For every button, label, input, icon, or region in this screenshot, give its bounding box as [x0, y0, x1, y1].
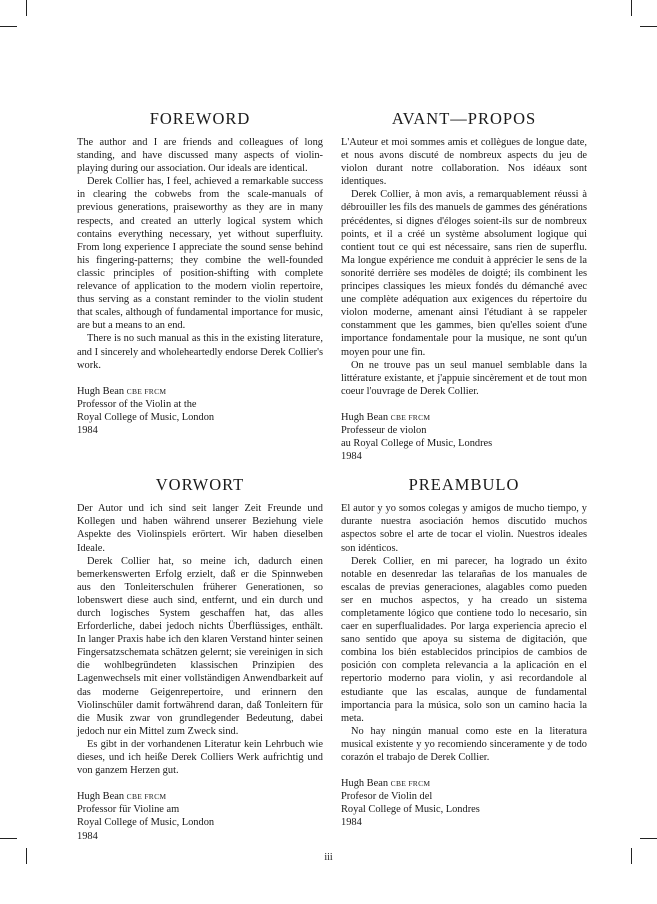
signature-line: au Royal College of Music, Londres	[341, 438, 493, 450]
signature-line: Professor of the Violin at the	[77, 398, 197, 410]
paragraph: There is no such manual as this in the existing literature, and I sincerely and wholeheartedly endorse Derek Collier's work.	[77, 333, 323, 371]
signature-honours: CBE FRCM	[126, 792, 167, 802]
signature-line: Profesor de Violin del	[341, 791, 433, 803]
section-vorwort	[77, 475, 323, 842]
paragraph: The author and I are friends and colleagues of long standing, and have discussed many aspects of violin-playing during our association. Our ideals are identical.	[77, 137, 323, 175]
signature-name: Hugh Bean	[77, 385, 125, 397]
paragraph: No hay ningún manual como este en la literatura musical existente y yo recomiendo sinceramente y de todo corazón el trabajo de Derek Collier.	[341, 725, 587, 764]
signature-line: 1984	[77, 424, 98, 436]
signature-line: Professor für Violine am	[77, 804, 180, 816]
top-row	[77, 109, 587, 463]
signature	[341, 777, 587, 829]
bottom-row	[77, 475, 587, 842]
paragraph: L'Auteur et moi sommes amis et collègues de longue date, et nous avons discuté de nombreux aspects du jeu de violon durant notre collaboration. Nos idéaux sont identiques.	[341, 137, 587, 188]
section-body	[77, 502, 323, 842]
section-avant-propos	[341, 109, 587, 463]
section-preambulo	[341, 475, 587, 829]
heading-avant-propos: AVANT—PROPOS	[391, 109, 537, 128]
signature	[341, 411, 587, 463]
heading-vorwort: VORWORT	[155, 475, 245, 495]
signature-line: Royal College of Music, Londres	[341, 804, 480, 816]
paragraph: Der Autor und ich sind seit langer Zeit Freunde und Kollegen und haben während unserer Beziehung viele Aspekte des Violinspiels erörtert. Wir haben dieselben Ideale.	[77, 503, 323, 554]
signature-honours: CBE FRCM	[390, 412, 431, 422]
signature-name: Hugh Bean	[77, 791, 125, 803]
signature-line: 1984	[77, 830, 98, 842]
paragraph: Derek Collier, à mon avis, a remarquablement réussi à débrouiller les fils des manuels de gammes des générations précédentes, si dignes d'éloges soient-ils sur de nombreux points, et il a créé un système absolument logique qui contient tout ce qui est nécessaire, sans rien de superflu. Ma longue expérience me conduit à apprécier le sens de la sonorité derrière ses modèles de doigté; ils combinent les principes classiques les mieux fondés du démanché avec une complète adéquation aux exigences du répertoire du violon moderne, amenant ainsi l'étudiant à se rappeler constamment que les gammes, bien qu'elles soient d'une importance fondamentale pour la musique, ne sont qu'un moyen pour une fin.	[341, 189, 587, 358]
signature-name: Hugh Bean	[341, 778, 389, 790]
signature-line: 1984	[341, 451, 362, 463]
paragraph: Es gibt in der vorhandenen Literatur kein Lehrbuch wie dieses, und ich heiße Derek Colliers Werk aufrichtig und von ganzem Herzen gut.	[77, 738, 323, 777]
section-body	[341, 502, 587, 829]
signature-line: Royal College of Music, London	[77, 817, 215, 829]
signature	[77, 790, 323, 842]
heading-foreword: FOREWORD	[149, 109, 251, 128]
section-body	[77, 136, 323, 437]
section-body	[341, 136, 587, 463]
signature-line: Royal College of Music, London	[77, 411, 215, 423]
paragraph: Derek Collier, en mi parecer, ha logrado un éxito notable en desenredar las telarañas de los manuales de escalas de previas generaciones, alagables como pueden ser en muchos aspectos, y ha creado un sistema completamente lógico que contiene todo lo necesario, sin caer en superflualidades. Por larga experiencia aprecio el sano sentido que apoya su sistema de digitación, que combina los bién establecidos principios de cambios de posición con completa relevancia a la aplicación en el repertorio moderno para violin, y asi recordandole al estudiante que las escalas, aunque de fundamental importancia para la música, solo son un camino hacia la meta.	[341, 555, 587, 724]
paragraph: El autor y yo somos colegas y amigos de mucho tiempo, y durante nuestra asociación hemos discutido muchos aspectos sobre el arte de tocar el violin. Nuestros ideales son idénticos.	[341, 503, 587, 554]
signature-line: 1984	[341, 817, 362, 829]
paragraph: Derek Collier has, I feel, achieved a remarkable success in clearing the cobwebs from the scale-manuals of previous generations, praiseworthy as they are in many respects, and created an utterly logical system which contains everything necessary, yet without superfluity. From long experience I appreciate the sound sense behind his fingering-patterns; they combine the well-founded classic principles of position-shifting with complete relevance of application to the modern violin repertoire, thus serving as a constant reminder to the violin student that scales, although of fundamental importance for music, are but a means to an end.	[77, 176, 323, 332]
paragraph: On ne trouve pas un seul manuel semblable dans la littérature existante, et j'appuie sincèrement et de tout mon coeur l'ouvrage de Derek Collier.	[341, 359, 587, 397]
signature-line: Professeur de violon	[341, 424, 427, 436]
heading-preambulo: PREAMBULO	[408, 475, 520, 495]
signature	[77, 385, 323, 437]
signature-honours: CBE FRCM	[126, 386, 167, 396]
signature-honours: CBE FRCM	[390, 779, 431, 789]
signature-name: Hugh Bean	[341, 411, 389, 423]
section-foreword	[77, 109, 323, 437]
paragraph: Derek Collier hat, so meine ich, dadurch einen bemerkenswerten Erfolg erzielt, daß er die Spinnweben aus den Tonleiterschulen früherer Generationen, so lobenswert diese auch sind, entfernt, und ein durch und durch logisches System geschaffen hat, das alles Erforderliche, dabei jedoch nichts Überflüssiges, enthält. In langer Praxis habe ich den klaren Verstand hinter seinen Fingersatzschemata schätzen gelernt; sie vereinigen in sich die wohlbegründeten klassischen Prinzipien des Lagenwechsels mit einer vollständigen Anwendbarkeit auf das moderne Geigenrepertoire, und erinnern den Violinschüler damit fortwährend daran, daß Tonleitern für die Musik zwar von grundlegender Bedeutung, dabei jedoch nur ein Mittel zum Zweck sind.	[77, 555, 323, 737]
page-number: iii	[324, 851, 333, 863]
